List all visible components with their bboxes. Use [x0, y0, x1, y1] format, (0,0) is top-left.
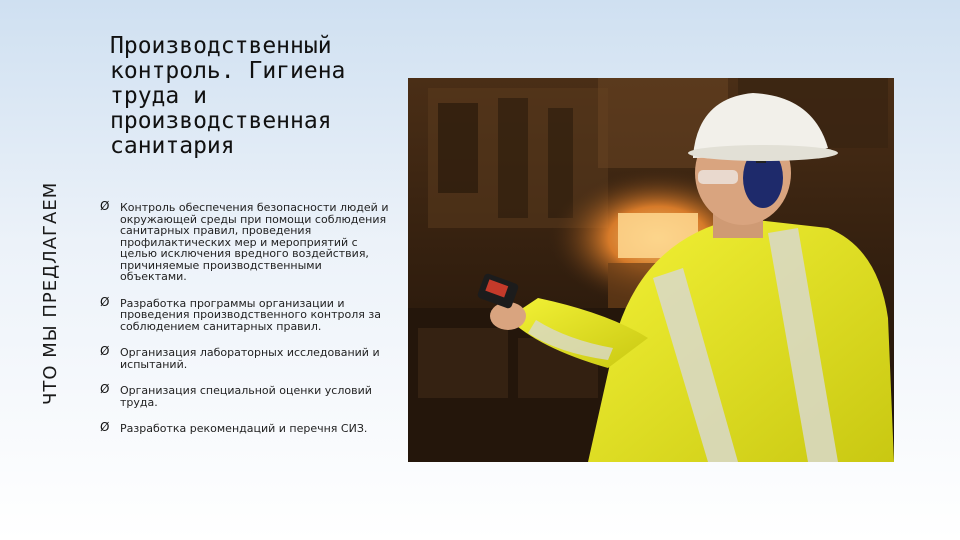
list-item	[100, 420, 390, 435]
bullet-text: Организация лабораторных исследований и испытаний.	[120, 346, 380, 371]
worker-illustration	[408, 78, 894, 462]
bullet-text: Организация специальной оценки условий труда.	[120, 384, 372, 409]
arrow-bullet-icon: Ø	[100, 344, 110, 358]
list-item	[100, 382, 390, 409]
bullet-text: Контроль обеспечения безопасности людей и окружающей среды при помощи соблюдения санитарных правил, проведения профилактических мер и мероприятий с целью исключения вредного воздействия, причиняемые производственными объектами.	[120, 201, 389, 283]
arrow-bullet-icon: Ø	[100, 420, 110, 434]
arrow-bullet-icon: Ø	[100, 382, 110, 396]
bullet-text: Разработка программы организации и проведения производственного контроля за соблюдением санитарных правил.	[120, 296, 381, 333]
slide-title: Производственный контроль. Гигиена труда и производственная санитария	[110, 33, 346, 159]
bullet-text: Разработка рекомендаций и перечня СИЗ.	[120, 422, 368, 435]
list-item	[100, 294, 390, 333]
section-label: ЧТО МЫ ПРЕДЛАГАЕМ	[40, 181, 61, 405]
bullet-list	[100, 199, 390, 450]
arrow-bullet-icon: Ø	[100, 294, 110, 309]
list-item	[100, 344, 390, 371]
arrow-bullet-icon: Ø	[100, 199, 110, 213]
list-item	[100, 199, 390, 283]
worker-photo	[408, 78, 894, 462]
